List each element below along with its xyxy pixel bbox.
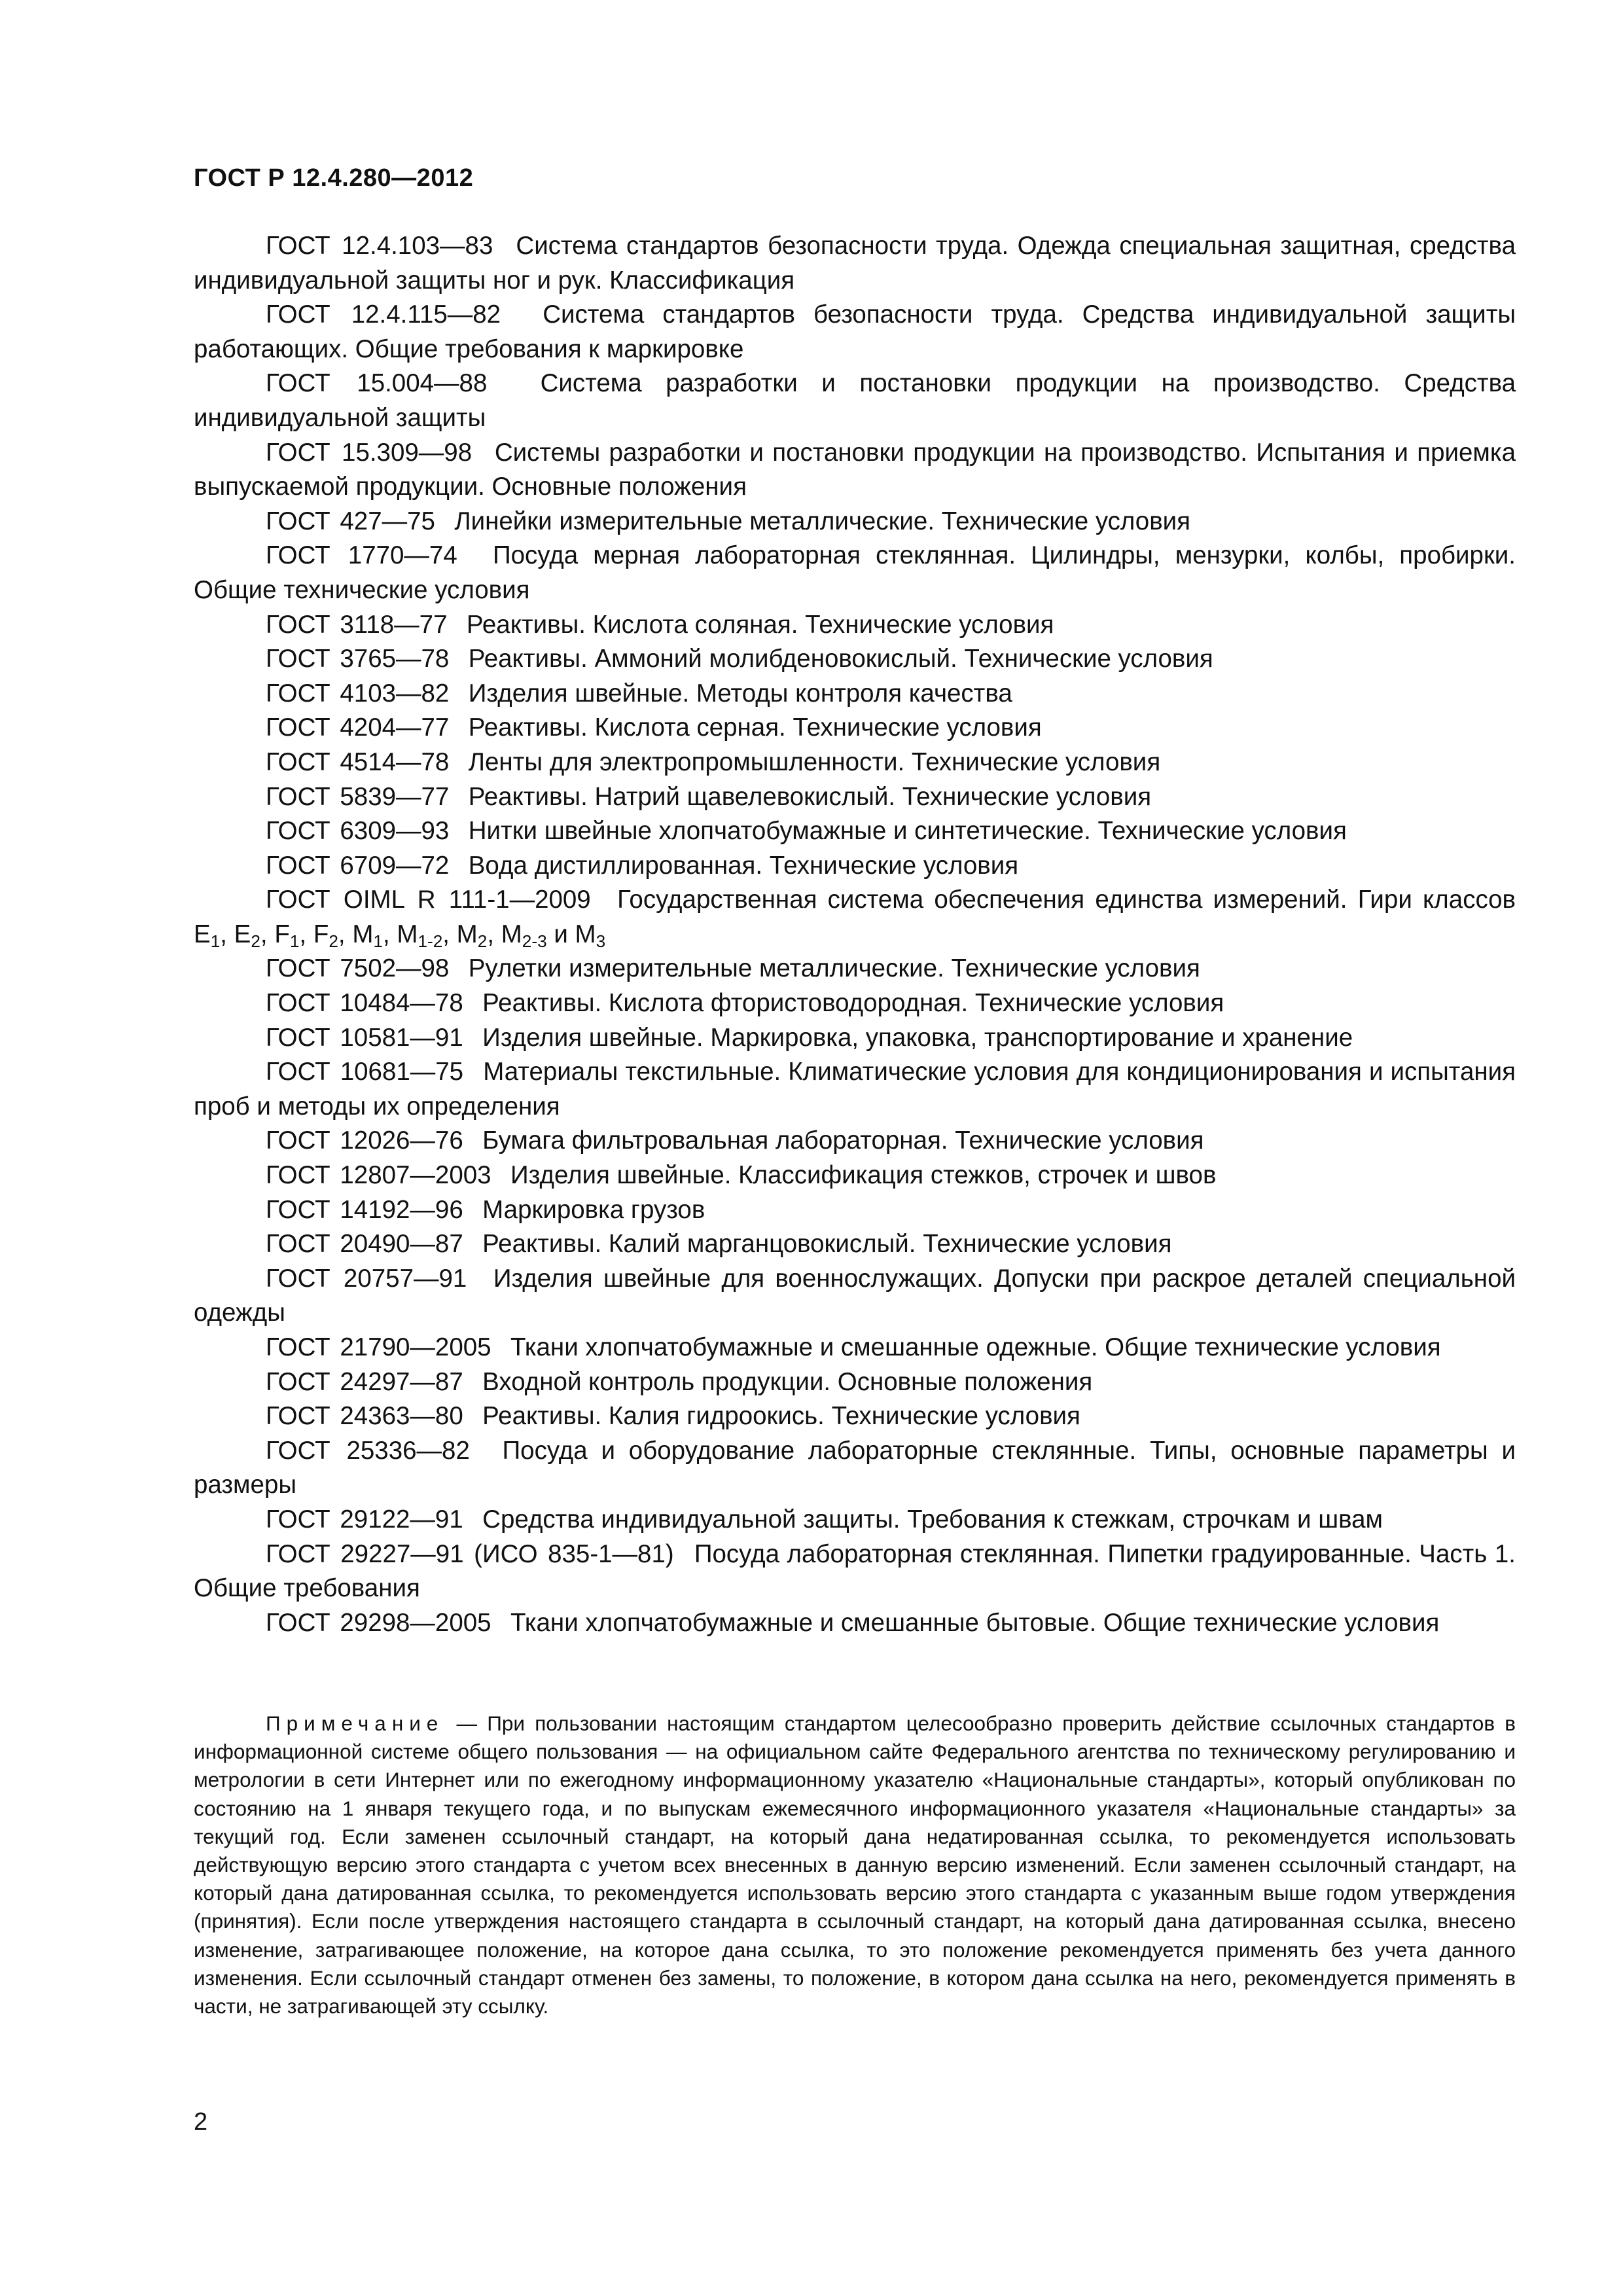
reference-item	[194, 298, 1516, 367]
reference-code: ГОСТ 10681—75	[266, 1058, 464, 1086]
reference-title: Нитки швейные хлопчатобумажные и синтетические. Технические условия	[468, 817, 1347, 846]
reference-item	[194, 1193, 1516, 1228]
reference-item	[194, 367, 1516, 435]
reference-title: Реактивы. Кислота фтористоводородная. Технические условия	[482, 989, 1224, 1018]
reference-code: ГОСТ 29298—2005	[266, 1608, 491, 1637]
reference-item	[194, 1055, 1516, 1124]
reference-code: ГОСТ 427—75	[266, 507, 435, 535]
reference-item	[194, 849, 1516, 884]
reference-title: Система стандартов безопасности труда. Одежда специальная защитная, средства индивидуальной защиты ног и рук. Классификация	[194, 232, 1516, 295]
reference-title: Реактивы. Кислота соляная. Технические условия	[466, 610, 1054, 639]
weight-class: $E_1$,	[194, 920, 234, 951]
reference-item	[194, 1331, 1516, 1365]
weight-class: $M_{1-2}$,	[397, 920, 457, 951]
reference-title: Ткани хлопчатобумажные и смешанные бытовые. Общие технические условия	[510, 1608, 1440, 1637]
reference-item	[194, 1124, 1516, 1158]
reference-title: Система разработки и постановки продукции на производство. Средства индивидуальной защиты	[194, 369, 1516, 432]
reference-code: ГОСТ 15.309—98	[266, 438, 473, 467]
weight-class: $F_2$,	[313, 920, 353, 951]
reference-item	[194, 1262, 1516, 1331]
reference-code: ГОСТ 3118—77	[266, 610, 448, 639]
reference-title: Изделия швейные. Маркировка, упаковка, транспортирование и хранение	[482, 1023, 1353, 1052]
reference-code: ГОСТ 24363—80	[266, 1402, 463, 1431]
weight-class: $M_{2-3}$ и	[501, 920, 575, 951]
reference-item	[194, 1365, 1516, 1400]
reference-title: Система стандартов безопасности труда. Средства индивидуальной защиты работающих. Общие требования к маркировке	[194, 300, 1516, 363]
reference-code: ГОСТ 4514—78	[266, 747, 450, 776]
reference-code: ГОСТ 12807—2003	[266, 1161, 491, 1190]
reference-title: Бумага фильтровальная лабораторная. Технические условия	[482, 1126, 1204, 1155]
reference-item	[194, 539, 1516, 607]
reference-item	[194, 952, 1516, 986]
reference-item	[194, 1021, 1516, 1056]
reference-item	[194, 986, 1516, 1021]
reference-title: Системы разработки и постановки продукции на производство. Испытания и приемка выпускаемой продукции. Основные положения	[194, 438, 1516, 501]
weight-class: $M_3$	[575, 920, 606, 951]
reference-code: ГОСТ 3765—78	[266, 645, 450, 673]
note-text: При пользовании настоящим стандартом целесообразно проверить действие ссылочных стандартов в информационной системе общего пользования — на официальном сайте Федерального агентства по техническому регулированию и метрологии в сети Интернет или по ежегодному информационному указателю «Национальные стандарты», который опубликован по состоянию на 1 января текущего года, и по выпускам ежемесячного информационного указателя «Национальные стандарты» за текущий год. Если заменен ссылочный стандарт, на который дана недатированная ссылка, то рекомендуется использовать действующую версию этого стандарта с учетом всех внесенных в данную версию изменений. Если заменен ссылочный стандарт, на который дана датированная ссылка, то рекомендуется использовать версию этого стандарта с указанным выше годом утверждения (принятия). Если после утверждения настоящего стандарта в ссылочный стандарт, на который дана датированная ссылка, внесено изменение, затрагивающее положение, на которое дана ссылка, то это положение рекомендуется применять без учета данного изменения. Если ссылочный стандарт отменен без замены, то положение, в котором дана ссылка на него, рекомендуется применять в части, не затрагивающей эту ссылку.	[194, 1712, 1516, 2018]
reference-title: Рулетки измерительные металлические. Технические условия	[468, 954, 1200, 983]
weight-class-list	[194, 920, 606, 951]
reference-item	[194, 814, 1516, 849]
reference-code: ГОСТ 10581—91	[266, 1023, 463, 1052]
reference-code: ГОСТ 4103—82	[266, 679, 450, 708]
reference-title: Ленты для электропромышленности. Технические условия	[468, 747, 1161, 776]
weight-class: $M_2$,	[456, 920, 501, 951]
reference-code: ГОСТ 6309—93	[266, 817, 450, 846]
weight-class: $E_2$,	[234, 920, 275, 951]
reference-title: Средства индивидуальной защиты. Требования к стежкам, строчкам и швам	[482, 1505, 1383, 1534]
reference-code: ГОСТ 20490—87	[266, 1230, 463, 1259]
page-number: 2	[194, 2108, 208, 2136]
reference-item	[194, 780, 1516, 815]
reference-title: Ткани хлопчатобумажные и смешанные одежные. Общие технические условия	[510, 1333, 1441, 1361]
reference-title: Линейки измерительные металлические. Технические условия	[454, 507, 1191, 535]
reference-code: ГОСТ 5839—77	[266, 782, 450, 811]
reference-item-oiml	[194, 883, 1516, 952]
reference-code: ГОСТ 21790—2005	[266, 1333, 491, 1361]
reference-code: ГОСТ 12.4.103—83	[266, 232, 493, 260]
reference-title: Изделия швейные. Методы контроля качества	[468, 679, 1012, 708]
reference-item	[194, 1503, 1516, 1537]
reference-code: ГОСТ 12026—76	[266, 1126, 463, 1155]
reference-code: ГОСТ 6709—72	[266, 851, 450, 880]
normative-references-list	[194, 229, 1516, 1640]
reference-item	[194, 1399, 1516, 1434]
reference-code: ГОСТ OIML R 111-1—2009	[266, 886, 591, 914]
reference-title: Реактивы. Кислота серная. Технические условия	[468, 713, 1042, 742]
reference-title: Вода дистиллированная. Технические условия	[468, 851, 1019, 880]
reference-code: ГОСТ 24297—87	[266, 1367, 463, 1396]
weight-class: $F_1$,	[274, 920, 313, 951]
reference-code: ГОСТ 29227—91 (ИСО 835-1—81)	[266, 1539, 674, 1568]
reference-title: Реактивы. Аммоний молибденовокислый. Технические условия	[468, 645, 1213, 673]
reference-item	[194, 436, 1516, 505]
reference-title: Посуда и оборудование лабораторные стеклянные. Типы, основные параметры и размеры	[194, 1436, 1516, 1499]
reference-code: ГОСТ 25336—82	[266, 1436, 470, 1465]
reference-item	[194, 711, 1516, 745]
reference-title: Входной контроль продукции. Основные положения	[482, 1367, 1093, 1396]
reference-code: ГОСТ 12.4.115—82	[266, 300, 501, 329]
reference-item	[194, 505, 1516, 539]
reference-title: Изделия швейные для военнослужащих. Допуски при раскрое деталей специальной одежды	[194, 1264, 1516, 1327]
reference-item	[194, 1227, 1516, 1262]
reference-title: Маркировка грузов	[482, 1195, 705, 1224]
reference-title: Государственная система обеспечения единства измерений. Гири классов	[617, 886, 1516, 914]
reference-code: ГОСТ 15.004—88	[266, 369, 488, 398]
reference-code: ГОСТ 20757—91	[266, 1264, 467, 1293]
reference-item	[194, 1537, 1516, 1606]
reference-item	[194, 608, 1516, 643]
reference-item	[194, 642, 1516, 677]
weight-class: $M_1$,	[352, 920, 397, 951]
reference-title: Реактивы. Калий марганцовокислый. Технические условия	[482, 1230, 1172, 1259]
reference-title: Посуда мерная лабораторная стеклянная. Цилиндры, мензурки, колбы, пробирки. Общие технические условия	[194, 541, 1516, 604]
reference-code: ГОСТ 7502—98	[266, 954, 450, 983]
reference-code: ГОСТ 4204—77	[266, 713, 450, 742]
note-paragraph	[194, 1710, 1516, 2020]
reference-code: ГОСТ 1770—74	[266, 541, 457, 570]
reference-code: ГОСТ 10484—78	[266, 989, 463, 1018]
reference-item	[194, 745, 1516, 780]
reference-title: Реактивы. Калия гидроокись. Технические условия	[482, 1402, 1080, 1431]
reference-item	[194, 229, 1516, 298]
reference-code: ГОСТ 14192—96	[266, 1195, 463, 1224]
reference-item	[194, 1434, 1516, 1503]
reference-title: Реактивы. Натрий щавелевокислый. Технические условия	[468, 782, 1152, 811]
reference-item	[194, 1606, 1516, 1641]
standard-id-header: ГОСТ Р 12.4.280—2012	[194, 164, 474, 192]
reference-title: Изделия швейные. Классификация стежков, строчек и швов	[510, 1161, 1217, 1190]
reference-item	[194, 677, 1516, 711]
reference-title: Посуда лабораторная стеклянная. Пипетки градуированные. Часть 1. Общие требования	[194, 1539, 1516, 1603]
reference-item	[194, 1158, 1516, 1193]
note-dash: —	[446, 1712, 488, 1735]
note-label: Примечание	[266, 1712, 444, 1735]
reference-title: Материалы текстильные. Климатические условия для кондиционирования и испытания проб и методы их определения	[194, 1058, 1516, 1121]
reference-code: ГОСТ 29122—91	[266, 1505, 463, 1534]
